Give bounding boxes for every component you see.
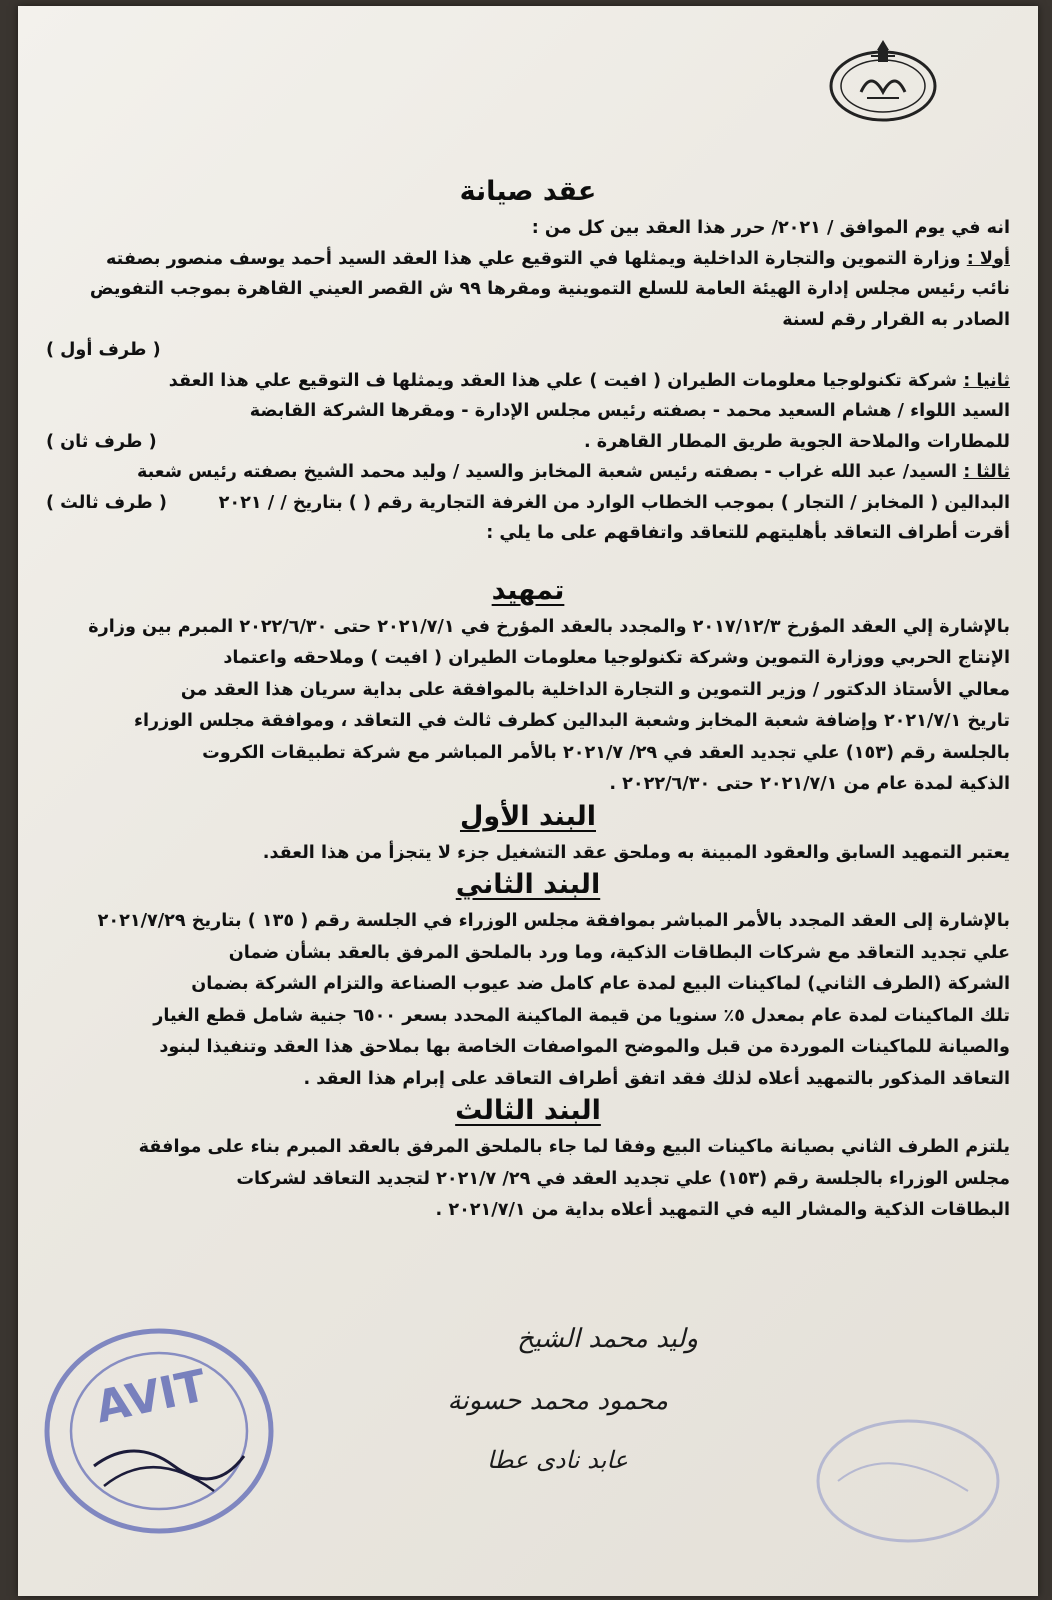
clause3-title: البند الثالث xyxy=(455,1095,601,1126)
clause3-line: مجلس الوزراء بالجلسة رقم (١٥٣) علي تجديد العقد في ٢٩/ ٢٠٢١/٧ لتجديد التعاقد لشركات xyxy=(236,1168,1010,1189)
party1-text: الصادر به القرار رقم لسنة xyxy=(782,309,1010,330)
party2-text: شركة تكنولوجيا معلومات الطيران ( افيت ) علي هذا العقد ويمثلها ف التوقيع علي هذا العقد xyxy=(168,370,958,391)
company-stamp-icon xyxy=(34,1316,294,1546)
signature-1: وليد محمد الشيخ xyxy=(517,1324,698,1354)
closing-line: أقرت أطراف التعاقد بأهليتهم للتعاقد واتفاقهم على ما يلي : xyxy=(486,523,1010,543)
party2-line: السيد اللواء / هشام السعيد محمد - بصفته رئيس مجلس الإدارة - ومقرها الشركة القابضة xyxy=(249,401,1010,421)
faint-stamp-icon xyxy=(798,1401,1008,1551)
preamble-line: الإنتاج الحربي ووزارة التموين وشركة تكنولوجيا معلومات الطيران ( افيت ) وملاحقه واعتماد xyxy=(223,648,1010,668)
clause2-line: تلك الماكينات لمدة عام بمعدل ٥٪ سنويا من قيمة الماكينة المحدد بسعر ٦٥٠٠ جنية شامل قطع الغيار xyxy=(153,1005,1010,1026)
party1-line xyxy=(46,305,1010,336)
party1-line: نائب رئيس مجلس إدارة الهيئة العامة للسلع التموينية ومقرها ٩٩ ش القصر العيني القاهرة بموجب التفويض xyxy=(89,279,1010,299)
clause1-line: يعتبر التمهيد السابق والعقود المبينة به وملحق عقد التشغيل جزء لا يتجزأ من هذا العقد. xyxy=(262,842,1010,863)
clause2-line: التعاقد المذكور بالتمهيد أعلاه لذلك فقد اتفق أطراف التعاقد على إبرام هذا العقد . xyxy=(303,1068,1010,1089)
preamble-line: الذكية لمدة عام من ٢٠٢١/٧/١ حتى ٢٠٢٢/٦/٣٠ . xyxy=(609,774,1010,794)
preamble-title: تمهيد xyxy=(491,574,565,606)
party2-text: للمطارات والملاحة الجوية طريق المطار القاهرة . xyxy=(583,431,1010,452)
clause2-line: بالإشارة إلى العقد المجدد بالأمر المباشر بموافقة مجلس الوزراء في الجلسة رقم ( ١٣٥ ) بتاريخ ٢٠٢١/٧/٢٩ xyxy=(97,911,1010,931)
party3-text: السيد/ عبد الله غراب - بصفته رئيس شعبة المخابز والسيد / وليد محمد الشيخ بصفته رئيس شعبة xyxy=(136,462,958,482)
party1-tag-line xyxy=(46,335,1010,366)
party3-line xyxy=(46,488,1010,519)
party1-line xyxy=(46,244,1010,275)
signature-2: محمود محمد حسونة xyxy=(447,1386,668,1416)
party2-label: ثانيا : xyxy=(963,370,1010,391)
clause3-line: البطاقات الذكية والمشار اليه في التمهيد أعلاه بداية من ٢٠٢١/٧/١ . xyxy=(435,1200,1010,1220)
party2-line xyxy=(46,366,1010,397)
preamble-line: تاريخ ٢٠٢١/٧/١ وإضافة شعبة المخابز وشعبة البدالين كطرف ثالث في التعاقد ، وموافقة مجلس الوزراء xyxy=(133,711,1010,731)
document-title: عقد صيانة xyxy=(459,176,597,207)
preamble-line: معالي الأستاذ الدكتور / وزير التموين و التجارة الداخلية بالموافقة على بداية سريان هذا العقد من xyxy=(180,679,1010,700)
clause1-title: البند الأول xyxy=(459,800,596,832)
clause2-title: البند الثاني xyxy=(455,869,601,900)
party3-text: البدالين ( المخابز / التجار ) بموجب الخطاب الوارد من الغرفة التجارية رقم ( ) بتاريخ / / ٢٠٢١ xyxy=(218,492,1010,513)
contract-page xyxy=(18,6,1038,1596)
party3-tag: ( طرف ثالث ) xyxy=(46,492,167,513)
clause1-text xyxy=(46,838,1010,870)
party1-text: وزارة التموين والتجارة الداخلية ويمثلها في التوقيع علي هذا العقد السيد أحمد يوسف منصور بصفته xyxy=(106,248,961,269)
ministry-emblem-icon xyxy=(823,34,943,124)
clause2-line: علي تجديد التعاقد مع شركات البطاقات الذكية، وما ورد بالملحق المرفق بالعقد بشأن ضمان xyxy=(228,942,1010,963)
party1-label: أولا : xyxy=(966,248,1010,269)
preamble-line: بالإشارة إلي العقد المؤرخ ٢٠١٧/١٢/٣ والمجدد بالعقد المؤرخ في ٢٠٢١/٧/١ حتى ٢٠٢٢/٦/٣٠ المبرم بين وزارة xyxy=(88,616,1010,637)
contract-body xyxy=(46,176,1010,1227)
party1-tag: ( طرف أول ) xyxy=(46,340,161,360)
party3-line xyxy=(46,457,1010,488)
party2-line xyxy=(46,427,1010,458)
clause3-text xyxy=(46,1132,1010,1227)
stamp-logo-text: AVIT xyxy=(91,1360,211,1434)
preamble-line: بالجلسة رقم (١٥٣) علي تجديد العقد في ٢٩/ ٢٠٢١/٧ بالأمر المباشر مع شركة تطبيقات الكروت xyxy=(202,742,1010,763)
party2-tag: ( طرف ثان ) xyxy=(46,431,157,452)
preamble-text xyxy=(46,612,1010,801)
signature-3: عابد نادى عطا xyxy=(487,1446,628,1474)
party3-label: ثالثا : xyxy=(963,462,1010,482)
clause2-line: والصيانة للماكينات الموردة من قبل والموضح المواصفات الخاصة بها بملاحق هذا العقد وتنفيذا لبنود xyxy=(159,1037,1010,1057)
clause3-line: يلتزم الطرف الثاني بصيانة ماكينات البيع وفقا لما جاء بالملحق المرفق بالعقد المبرم بناء على موافقة xyxy=(138,1137,1010,1157)
clause2-line: الشركة (الطرف الثاني) لماكينات البيع لمدة عام كامل ضد عيوب الصناعة والتزام الشركة بضمان xyxy=(191,974,1010,994)
clause2-text xyxy=(46,906,1010,1095)
header-line: انه في يوم الموافق / ٢٠٢١/ حرر هذا العقد بين كل من : xyxy=(531,218,1010,238)
